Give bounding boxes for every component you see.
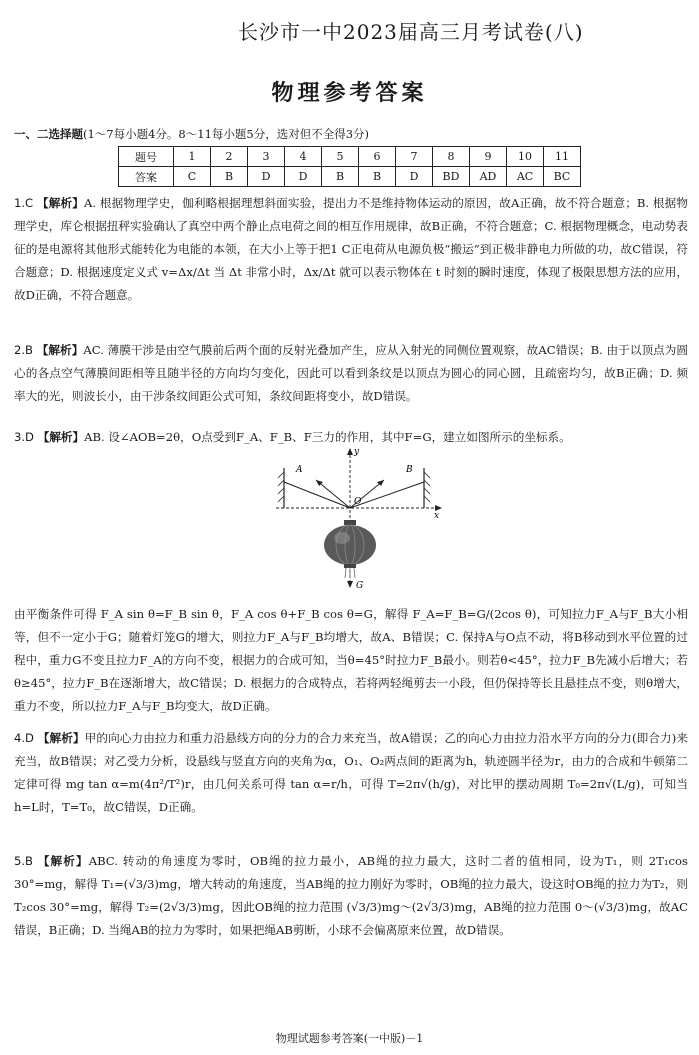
section-heading [14,126,694,142]
answer-table-answer-row [119,167,581,187]
answer-cell: D [396,167,433,187]
question-number: 10 [507,147,544,167]
question-number: 11 [544,147,581,167]
document-title: 物理参考答案 [271,81,428,106]
answer-cell: D [248,167,285,187]
question-number: 9 [470,147,507,167]
row-label-number: 题号 [119,147,174,167]
answer-cell: C [174,167,211,187]
question-number: 6 [359,147,396,167]
question-number: 5 [322,147,359,167]
page-footer: 物理试题参考答案(一中版)－1 [275,1032,424,1045]
explanation-text: ABC. 转动的角速度为零时，OB绳的拉力最小，AB绳的拉力最大，这时二者的值相同，设为T₁，则 2T₁cos 30°=mg，解得 T₁=(√3/3)mg，增大转动的角速度，当AB绳的拉力刚好为零时，OB绳的拉力最大，设这时OB绳的拉力为T₂，则 T₂cos 30°=mg，解得 T₂=(2√3/3)mg，因此OB绳的拉力范围 (√3/3)mg～(2√3/3)mg，AB绳的拉力范围 0～(√3/3)mg，故AC错误，B正确；D. 当绳AB的拉力为零时，如果把绳AB剪断，小球不会偏离原来位置，故D错误。 [14,854,688,937]
explanation-tag: 【解析】 [37,196,85,210]
explanation-tag: 【解析】 [37,731,85,745]
answer-cell: AC [507,167,544,187]
label-a: A [296,465,303,475]
question-number: 3 [248,147,285,167]
question-number: 4 [285,147,322,167]
answer-cell: B [322,167,359,187]
label-o: O [354,497,362,507]
explanation-number: 2.B [14,343,34,357]
explanation-4 [14,727,688,819]
answer-cell: D [285,167,322,187]
explanation-text: 甲的向心力由拉力和重力沿悬线方向的分力的合力来充当，故A错误；乙的向心力由拉力沿水平方向的分力(即合力)来充当，故B错误；对乙受力分析，设悬线与竖直方向的夹角为α，O₁、O₂两点间的距离为h，轨迹圆半径为r，由力的合成和牛顿第二定律可得 mg tan α=m(4π²/T²)r，由几何关系可得 tan α=r/h，可得 T=2π√(h/g)，对比甲的摆动周期 T₀=2π√(L/g)，可知当h=L时，T=T₀，故C错误，D正确。 [14,731,688,814]
explanation-number: 1.C [14,196,34,210]
explanation-number: 5.B [14,854,34,868]
explanation-3-continued [14,603,688,718]
section-note: (1～7每小题4分。8～11每小题5分，选对但不全得3分) [83,127,370,141]
explanation-text: AC. 薄膜干涉是由空气膜前后两个面的反射光叠加产生，应从入射光的同侧位置观察，故AC错误；B. 由于以顶点为圆心的各点空气薄膜间距相等且随半径的方向均匀变化，因此可以看到条纹是以顶点为圆心的同心圆，且疏密均匀，故B正确；D. 频率大的光，则波长小，由干涉条纹间距公式可知，条纹间距将变小，故D错误。 [14,343,688,403]
lantern-force-diagram [266,446,446,591]
answer-table [118,146,581,187]
answer-cell: B [359,167,396,187]
explanation-number: 3.D [14,430,34,444]
explanation-tag: 【解析】 [37,854,89,868]
label-b: B [406,465,413,475]
label-y: y [354,447,360,457]
explanation-1 [14,192,688,307]
explanation-2 [14,339,688,408]
school-title: 长沙市一中2023届高三月考试卷(八) [238,20,584,44]
explanation-text: A. 根据物理学史，伽利略根据理想斜面实验，提出力不是维持物体运动的原因，故A正确，故不符合题意；B. 根据物理学史，库仑根据扭秤实验确认了真空中两个静止点电荷之间的相互作用规律，故B正确，不符合题意；C. 根据物理概念，电动势表征的是电源将其他形式能转化为电能的本领，在大小上等于把1 C正电荷从电源负极“搬运”到正极非静电力所做的功，故C错误，符合题意；D. 根据速度定义式 v=Δx/Δt 当 Δt 非常小时，Δx/Δt 就可以表示物体在 t 时刻的瞬时速度，体现了极限思想方法的应用，故D正确，不符合题意。 [14,196,688,302]
question-number: 7 [396,147,433,167]
explanation-tag: 【解析】 [37,430,85,444]
answer-cell: BC [544,167,581,187]
label-x: x [434,511,440,521]
explanation-tag: 【解析】 [36,343,84,357]
label-g: G [356,581,364,591]
answer-cell: BD [433,167,470,187]
explanation-5 [14,850,688,942]
question-number: 2 [211,147,248,167]
explanation-number: 4.D [14,731,34,745]
explanation-text: 由平衡条件可得 F_A sin θ=F_B sin θ，F_A cos θ+F_B cos θ=G，解得 F_A=F_B=G/(2cos θ)，可知拉力F_A与F_B大小相等，但不一定小于G；随着灯笼G的增大，则拉力F_A与F_B均增大，故A、B错误；C. 保持A与O点不动，将B移动到水平位置的过程中，重力G不变且拉力F_A的方向不变，根据力的合成可知，当θ=45°时拉力F_B最小。则若θ<45°，拉力F_B先减小后增大；若θ≥45°，拉力F_B在逐渐增大，故C错误；D. 根据力的合成特点，若将两轻绳剪去一小段，但仍保持等长且悬挂点不变，则θ增大，重力不变，所以拉力F_A与F_B均变大，故D正确。 [14,607,688,713]
answer-cell: B [211,167,248,187]
question-number: 1 [174,147,211,167]
answer-cell: AD [470,167,507,187]
section-title: 一、二选择题 [14,127,83,141]
answer-table-number-row [119,147,581,167]
question-number: 8 [433,147,470,167]
row-label-answer: 答案 [119,167,174,187]
explanation-text: AB. 设∠AOB=2θ，O点受到F_A、F_B、F三力的作用，其中F=G，建立如图所示的坐标系。 [84,430,571,444]
